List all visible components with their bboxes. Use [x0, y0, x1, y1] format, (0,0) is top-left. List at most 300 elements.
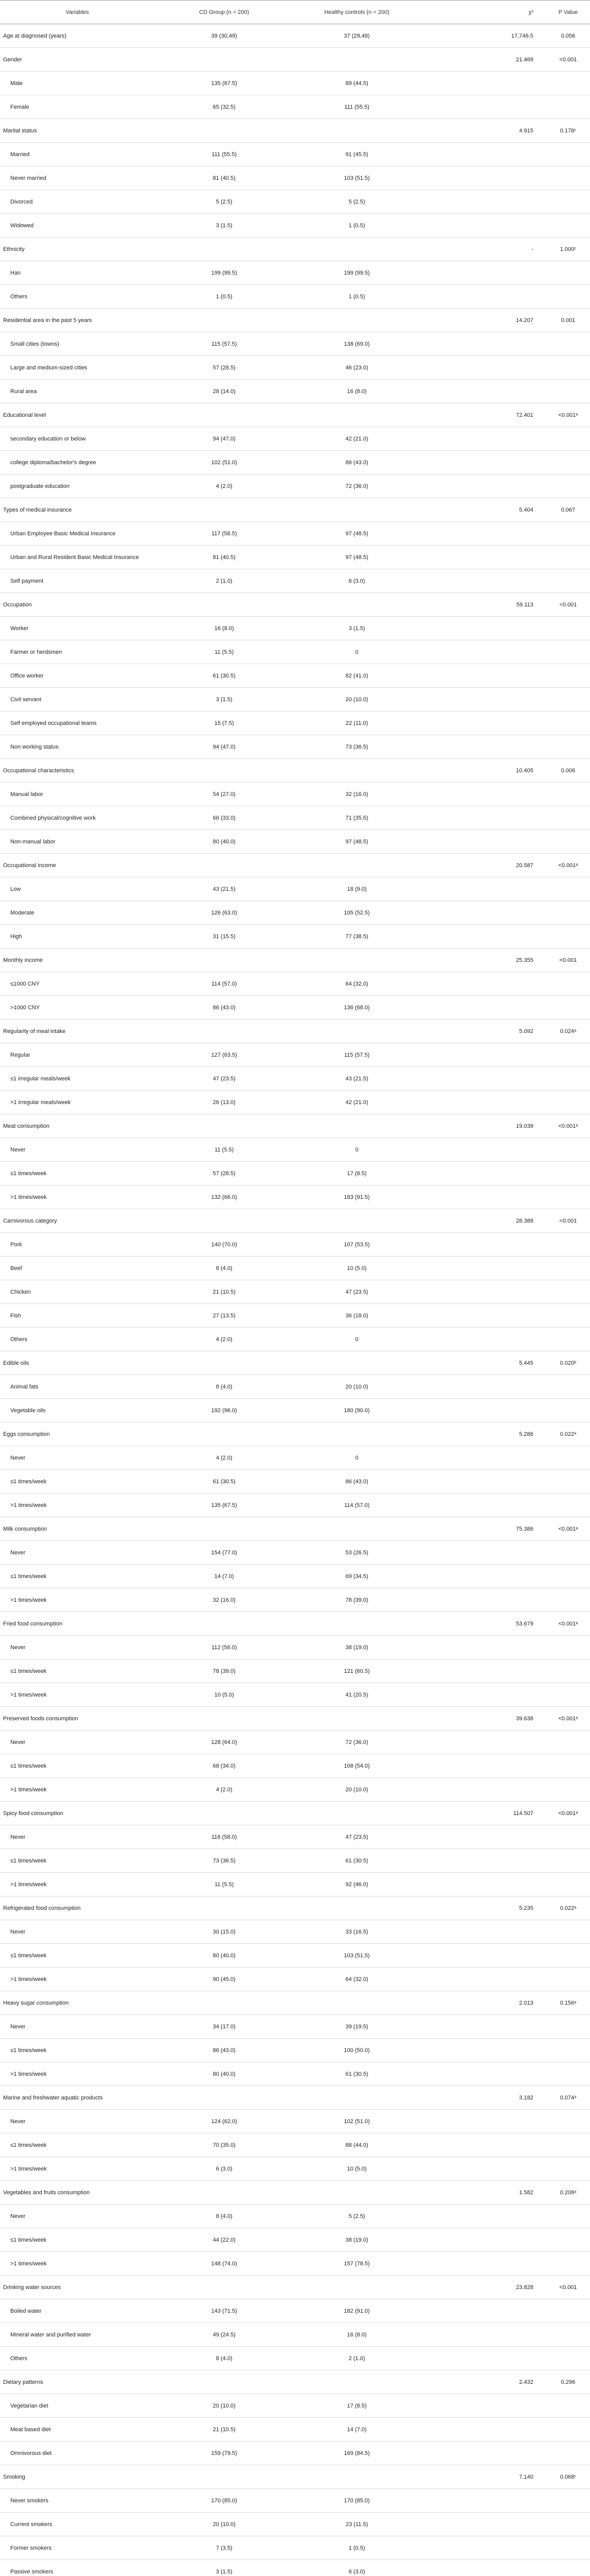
category-row — [0, 2394, 590, 2418]
healthy-controls-cell: 16 (8.0) — [294, 2323, 420, 2347]
variable-cell: ≤1 times/week — [0, 2133, 155, 2157]
p-value-cell — [546, 2252, 590, 2276]
category-row — [0, 1399, 590, 1422]
variable-cell: Mineral water and purified water — [0, 2323, 155, 2347]
category-row — [0, 1565, 590, 1588]
variable-group-row — [0, 2370, 590, 2394]
healthy-controls-cell: 1 (0.5) — [294, 285, 420, 309]
category-row — [0, 2157, 590, 2181]
cd-group-cell — [155, 2181, 294, 2205]
chi-square-cell: 10.405 — [420, 759, 546, 783]
chi-square-cell — [420, 1185, 546, 1209]
healthy-controls-cell — [294, 1114, 420, 1138]
p-value-cell: <0.001ᵃ — [546, 854, 590, 877]
cd-group-cell: 66 (33.0) — [155, 806, 294, 830]
variable-group-row — [0, 1707, 590, 1731]
cd-group-cell: 111 (55.5) — [155, 143, 294, 166]
variable-cell: ≤1 times/week — [0, 1565, 155, 1588]
chi-square-cell: 4.915 — [420, 119, 546, 143]
healthy-controls-cell: 102 (51.0) — [294, 2110, 420, 2133]
chi-square-cell — [420, 2205, 546, 2228]
cd-group-cell — [155, 309, 294, 332]
cd-group-cell: 116 (58.0) — [155, 1825, 294, 1849]
category-row — [0, 735, 590, 759]
cd-group-cell: 4 (2.0) — [155, 1446, 294, 1470]
chi-square-cell — [420, 2418, 546, 2442]
chi-square-cell — [420, 380, 546, 403]
healthy-controls-cell: 107 (53.5) — [294, 1233, 420, 1257]
healthy-controls-cell: 53 (26.5) — [294, 1541, 420, 1565]
healthy-controls-cell — [294, 2465, 420, 2489]
healthy-controls-cell — [294, 759, 420, 783]
p-value-cell — [546, 1233, 590, 1257]
cd-group-cell: 8 (4.0) — [155, 2205, 294, 2228]
cd-group-cell: 112 (56.0) — [155, 1636, 294, 1659]
category-row — [0, 1754, 590, 1778]
chi-square-cell — [420, 166, 546, 190]
variable-cell: Never — [0, 1138, 155, 1162]
chi-square-cell — [420, 688, 546, 711]
variable-cell: Manual labor — [0, 783, 155, 806]
chi-square-cell — [420, 427, 546, 451]
category-row — [0, 1541, 590, 1565]
chi-square-cell — [420, 2513, 546, 2536]
cd-group-cell: 20 (10.0) — [155, 2513, 294, 2536]
chi-square-cell — [420, 972, 546, 996]
chi-square-cell: 2.013 — [420, 1991, 546, 2015]
cd-group-cell — [155, 759, 294, 783]
category-row — [0, 214, 590, 238]
variable-cell: Married — [0, 143, 155, 166]
category-row — [0, 546, 590, 569]
chi-square-cell — [420, 1446, 546, 1470]
healthy-controls-cell: 111 (55.5) — [294, 95, 420, 119]
variable-cell: ≤1 times/week — [0, 1944, 155, 1968]
chi-square-cell — [420, 1138, 546, 1162]
healthy-controls-cell: 92 (46.0) — [294, 1873, 420, 1896]
cd-group-cell: 5 (2.5) — [155, 190, 294, 214]
p-value-cell — [546, 1849, 590, 1873]
cd-group-cell: 94 (47.0) — [155, 427, 294, 451]
healthy-controls-cell: 43 (21.5) — [294, 1067, 420, 1091]
chi-square-cell: 5.404 — [420, 498, 546, 522]
chi-square-cell — [420, 261, 546, 285]
category-row — [0, 332, 590, 356]
p-value-cell — [546, 1636, 590, 1659]
healthy-controls-cell: 42 (21.0) — [294, 427, 420, 451]
category-row — [0, 1233, 590, 1257]
variable-cell: Female — [0, 95, 155, 119]
cd-group-cell: 159 (79.5) — [155, 2442, 294, 2465]
chi-square-cell — [420, 1588, 546, 1612]
p-value-cell: <0.001 — [546, 1209, 590, 1233]
healthy-controls-cell — [294, 498, 420, 522]
healthy-controls-cell: 77 (38.5) — [294, 925, 420, 948]
chi-square-cell — [420, 2394, 546, 2418]
chi-square-cell — [420, 640, 546, 664]
category-row — [0, 901, 590, 925]
healthy-controls-cell: 82 (41.0) — [294, 664, 420, 688]
healthy-controls-cell: 47 (23.5) — [294, 1825, 420, 1849]
cd-group-cell — [155, 48, 294, 72]
header-healthy-controls: Healthy controls (n = 200) — [294, 1, 420, 24]
healthy-controls-cell: 64 (32.0) — [294, 1968, 420, 1991]
category-row — [0, 664, 590, 688]
p-value-cell — [546, 1920, 590, 1944]
table-body — [0, 24, 590, 2576]
chi-square-cell: 75.386 — [420, 1517, 546, 1541]
variable-group-row — [0, 759, 590, 783]
healthy-controls-cell: 182 (91.0) — [294, 2299, 420, 2323]
variable-group-row — [0, 1802, 590, 1825]
cd-group-cell: 124 (62.0) — [155, 2110, 294, 2133]
chi-square-cell — [420, 95, 546, 119]
healthy-controls-cell: 72 (36.0) — [294, 1731, 420, 1754]
variable-cell: >1 times/week — [0, 1778, 155, 1802]
p-value-cell — [546, 474, 590, 498]
cd-group-cell: 43 (21.5) — [155, 877, 294, 901]
variable-cell: Never — [0, 1446, 155, 1470]
healthy-controls-cell — [294, 238, 420, 261]
variable-cell: Occupational characteristics — [0, 759, 155, 783]
p-value-cell — [546, 1043, 590, 1067]
variable-cell: Never — [0, 2205, 155, 2228]
p-value-cell — [546, 1399, 590, 1422]
chi-square-cell: 3.182 — [420, 2086, 546, 2110]
p-value-cell — [546, 783, 590, 806]
variable-cell: Meat consumption — [0, 1114, 155, 1138]
category-row — [0, 806, 590, 830]
header-variables: Variables — [0, 1, 155, 24]
p-value-cell — [546, 1944, 590, 1968]
healthy-controls-cell: 73 (36.5) — [294, 735, 420, 759]
cd-group-cell: 21 (10.5) — [155, 2418, 294, 2442]
header-row — [0, 1, 590, 24]
variable-cell: Residential area in the past 5 years — [0, 309, 155, 332]
cd-group-cell — [155, 1020, 294, 1043]
cd-group-cell: 57 (28.5) — [155, 1162, 294, 1185]
category-row — [0, 2062, 590, 2086]
header-cd-group: CD Group (n = 200) — [155, 1, 294, 24]
category-row — [0, 1470, 590, 1494]
category-row — [0, 640, 590, 664]
variable-cell: Never married — [0, 166, 155, 190]
p-value-cell — [546, 1470, 590, 1494]
variable-cell: Office worker — [0, 664, 155, 688]
category-row — [0, 356, 590, 380]
category-row — [0, 2299, 590, 2323]
p-value-cell — [546, 2133, 590, 2157]
p-value-cell: 0.067 — [546, 498, 590, 522]
p-value-cell — [546, 332, 590, 356]
variable-cell: Farmer or herdsmen — [0, 640, 155, 664]
category-row — [0, 783, 590, 806]
healthy-controls-cell: 0 — [294, 1446, 420, 1470]
chi-square-cell — [420, 711, 546, 735]
p-value-cell — [546, 1091, 590, 1114]
healthy-controls-cell: 115 (57.5) — [294, 1043, 420, 1067]
cd-group-cell — [155, 1517, 294, 1541]
healthy-controls-cell: 20 (10.0) — [294, 688, 420, 711]
variable-cell: Han — [0, 261, 155, 285]
cd-group-cell: 10 (5.0) — [155, 1683, 294, 1707]
cd-group-cell: 140 (70.0) — [155, 1233, 294, 1257]
variable-cell: Self payment — [0, 569, 155, 593]
variable-cell: Never — [0, 1825, 155, 1849]
cd-group-cell: 30 (15.0) — [155, 1920, 294, 1944]
healthy-controls-cell: 136 (68.0) — [294, 996, 420, 1020]
chi-square-cell: 1.582 — [420, 2181, 546, 2205]
cd-group-cell: 8 (4.0) — [155, 1375, 294, 1399]
category-row — [0, 190, 590, 214]
p-value-cell — [546, 569, 590, 593]
header-chi-square: χ² — [420, 1, 546, 24]
variable-cell: Rural area — [0, 380, 155, 403]
p-value-cell — [546, 1446, 590, 1470]
healthy-controls-cell: 17 (8.5) — [294, 1162, 420, 1185]
healthy-controls-cell: 32 (16.0) — [294, 783, 420, 806]
p-value-cell — [546, 830, 590, 854]
variable-cell: Marine and freshwater aquatic products — [0, 2086, 155, 2110]
healthy-controls-cell: 47 (23.5) — [294, 1280, 420, 1304]
category-row — [0, 1091, 590, 1114]
category-row — [0, 285, 590, 309]
category-row — [0, 95, 590, 119]
variable-cell: Self employed occupational teams — [0, 711, 155, 735]
p-value-cell — [546, 214, 590, 238]
chi-square-cell: 5.445 — [420, 1351, 546, 1375]
cd-group-cell — [155, 1612, 294, 1636]
chi-square-cell — [420, 1778, 546, 1802]
p-value-cell — [546, 1565, 590, 1588]
healthy-controls-cell: 41 (20.5) — [294, 1683, 420, 1707]
healthy-controls-cell: 22 (11.0) — [294, 711, 420, 735]
chi-square-cell — [420, 1162, 546, 1185]
cd-group-cell: 135 (67.5) — [155, 1494, 294, 1517]
healthy-controls-cell: 17 (8.5) — [294, 2394, 420, 2418]
cd-group-cell: 126 (63.0) — [155, 901, 294, 925]
cd-group-cell: 199 (99.5) — [155, 261, 294, 285]
cd-group-cell: 90 (45.0) — [155, 1968, 294, 1991]
chi-square-cell — [420, 1636, 546, 1659]
chi-square-cell — [420, 2323, 546, 2347]
p-value-cell: <0.001ᵃ — [546, 1707, 590, 1731]
chi-square-cell — [420, 214, 546, 238]
healthy-controls-cell: 180 (90.0) — [294, 1399, 420, 1422]
cd-group-cell: 3 (1.5) — [155, 214, 294, 238]
p-value-cell — [546, 617, 590, 640]
p-value-cell: <0.001 — [546, 948, 590, 972]
p-value-cell — [546, 1588, 590, 1612]
chi-square-cell — [420, 925, 546, 948]
cd-group-cell: 4 (2.0) — [155, 1778, 294, 1802]
cd-group-cell: 86 (43.0) — [155, 996, 294, 1020]
variable-cell: Dietary patterns — [0, 2370, 155, 2394]
cd-group-cell: 28 (14.0) — [155, 380, 294, 403]
chi-square-cell — [420, 2062, 546, 2086]
healthy-controls-cell: 170 (85.0) — [294, 2489, 420, 2513]
variable-cell: Spicy food consumption — [0, 1802, 155, 1825]
cd-group-cell — [155, 593, 294, 617]
variable-group-row — [0, 1351, 590, 1375]
cd-group-cell — [155, 498, 294, 522]
variable-cell: Widowed — [0, 214, 155, 238]
cd-group-cell — [155, 1802, 294, 1825]
p-value-cell — [546, 1683, 590, 1707]
chi-square-cell: - — [420, 238, 546, 261]
cd-group-cell — [155, 1896, 294, 1920]
cd-group-cell — [155, 948, 294, 972]
p-value-cell — [546, 640, 590, 664]
variable-cell: Marital status — [0, 119, 155, 143]
cd-group-cell: 102 (51.0) — [155, 451, 294, 474]
chi-square-cell: 53.679 — [420, 1612, 546, 1636]
variable-cell: ≤1 times/week — [0, 1659, 155, 1683]
cd-group-cell: 8 (4.0) — [155, 1257, 294, 1280]
chi-square-cell: 14.207 — [420, 309, 546, 332]
category-row — [0, 1328, 590, 1351]
cd-group-cell: 2 (1.0) — [155, 569, 294, 593]
p-value-cell — [546, 2442, 590, 2465]
p-value-cell: <0.001 — [546, 593, 590, 617]
chi-square-cell — [420, 901, 546, 925]
variable-group-row — [0, 1517, 590, 1541]
category-row — [0, 1849, 590, 1873]
variable-cell: Civil servant — [0, 688, 155, 711]
variable-cell: >1 times/week — [0, 2252, 155, 2276]
variable-cell: Never — [0, 1920, 155, 1944]
healthy-controls-cell: 39 (19.5) — [294, 2015, 420, 2039]
cd-group-cell: 170 (85.0) — [155, 2489, 294, 2513]
variable-cell: >1000 CNY — [0, 996, 155, 1020]
p-value-cell: 0.022ᵃ — [546, 1896, 590, 1920]
cd-group-cell — [155, 403, 294, 427]
chi-square-cell: 72.401 — [420, 403, 546, 427]
p-value-cell — [546, 1138, 590, 1162]
healthy-controls-cell — [294, 2370, 420, 2394]
healthy-controls-cell: 138 (69.0) — [294, 332, 420, 356]
category-row — [0, 166, 590, 190]
p-value-cell: <0.001ᵃ — [546, 1612, 590, 1636]
category-row — [0, 427, 590, 451]
healthy-controls-cell — [294, 1351, 420, 1375]
p-value-cell — [546, 1162, 590, 1185]
variable-cell: ≤1 times/week — [0, 1754, 155, 1778]
p-value-cell — [546, 1659, 590, 1683]
healthy-controls-cell — [294, 1517, 420, 1541]
healthy-controls-cell — [294, 1422, 420, 1446]
p-value-cell — [546, 2062, 590, 2086]
category-row — [0, 2039, 590, 2062]
chi-square-cell — [420, 617, 546, 640]
cd-group-cell: 21 (10.5) — [155, 1280, 294, 1304]
p-value-cell — [546, 806, 590, 830]
category-row — [0, 1494, 590, 1517]
category-row — [0, 1778, 590, 1802]
healthy-controls-cell: 72 (36.0) — [294, 474, 420, 498]
category-row — [0, 2489, 590, 2513]
cd-group-cell — [155, 1991, 294, 2015]
healthy-controls-cell — [294, 854, 420, 877]
variable-cell: Edible oils — [0, 1351, 155, 1375]
cd-group-cell: 39 (30,49) — [155, 24, 294, 48]
cd-group-cell: 154 (77.0) — [155, 1541, 294, 1565]
healthy-controls-cell: 1 (0.5) — [294, 214, 420, 238]
variable-group-row — [0, 593, 590, 617]
healthy-controls-cell — [294, 948, 420, 972]
category-row — [0, 2513, 590, 2536]
variable-group-row — [0, 309, 590, 332]
variable-cell: ≤1 times/week — [0, 1162, 155, 1185]
chi-square-cell — [420, 1683, 546, 1707]
healthy-controls-cell: 5 (2.5) — [294, 2205, 420, 2228]
healthy-controls-cell — [294, 593, 420, 617]
variable-cell: Occupation — [0, 593, 155, 617]
cd-group-cell: 148 (74.0) — [155, 2252, 294, 2276]
cd-group-cell: 32 (16.0) — [155, 1588, 294, 1612]
healthy-controls-cell — [294, 2086, 420, 2110]
p-value-cell — [546, 143, 590, 166]
chi-square-cell — [420, 2442, 546, 2465]
healthy-controls-cell — [294, 1209, 420, 1233]
table-header — [0, 1, 590, 24]
cd-group-cell — [155, 2086, 294, 2110]
chi-square-cell — [420, 1825, 546, 1849]
category-row — [0, 522, 590, 546]
chi-square-cell — [420, 1754, 546, 1778]
variable-group-row — [0, 854, 590, 877]
category-row — [0, 1067, 590, 1091]
chi-square-cell — [420, 546, 546, 569]
category-row — [0, 972, 590, 996]
cd-group-cell: 8 (4.0) — [155, 2347, 294, 2370]
healthy-controls-cell: 97 (48.5) — [294, 830, 420, 854]
variable-cell: college diploma/bachelor's degree — [0, 451, 155, 474]
chi-square-cell — [420, 1968, 546, 1991]
variable-cell: Never — [0, 2110, 155, 2133]
category-row — [0, 1185, 590, 1209]
cd-group-cell: 128 (64.0) — [155, 1731, 294, 1754]
p-value-cell — [546, 285, 590, 309]
cd-group-cell: 114 (57.0) — [155, 972, 294, 996]
cd-group-cell — [155, 1209, 294, 1233]
category-row — [0, 2205, 590, 2228]
category-row — [0, 830, 590, 854]
variable-cell: Regularity of meal intake — [0, 1020, 155, 1043]
chi-square-cell: 39.638 — [420, 1707, 546, 1731]
healthy-controls-cell: 103 (51.5) — [294, 1944, 420, 1968]
cd-group-cell: 61 (30.5) — [155, 1470, 294, 1494]
healthy-controls-cell: 38 (19.0) — [294, 2228, 420, 2252]
variable-cell: >1 times/week — [0, 1683, 155, 1707]
p-value-cell: <0.001 — [546, 2276, 590, 2299]
cd-group-cell: 132 (66.0) — [155, 1185, 294, 1209]
cd-group-cell: 73 (36.5) — [155, 1849, 294, 1873]
cd-group-cell: 127 (63.5) — [155, 1043, 294, 1067]
variable-cell: Pork — [0, 1233, 155, 1257]
chi-square-cell — [420, 1849, 546, 1873]
p-value-cell — [546, 261, 590, 285]
p-value-cell — [546, 1185, 590, 1209]
cd-group-cell — [155, 1114, 294, 1138]
p-value-cell — [546, 380, 590, 403]
variable-group-row — [0, 1020, 590, 1043]
chi-square-cell — [420, 1494, 546, 1517]
cd-group-cell: 11 (5.5) — [155, 1873, 294, 1896]
variable-cell: Never — [0, 1541, 155, 1565]
healthy-controls-cell: 3 (1.5) — [294, 617, 420, 640]
category-row — [0, 1873, 590, 1896]
